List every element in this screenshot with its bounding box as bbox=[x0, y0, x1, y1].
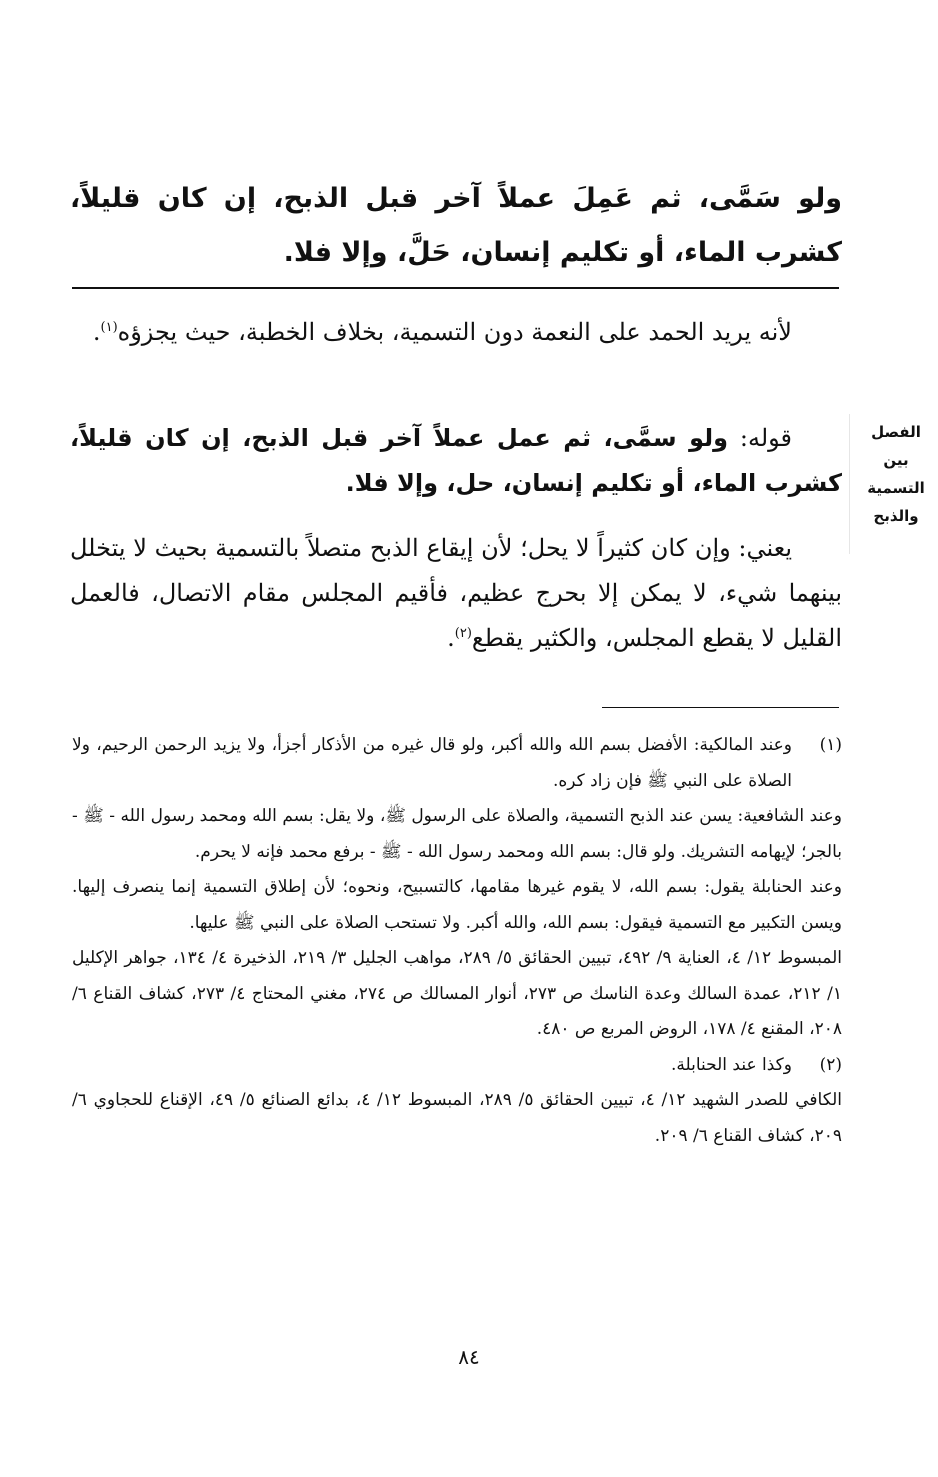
footnote-1-shafii: وعند الشافعية: يسن عند الذبح التسمية، والصلاة على الرسول ﷺ، ولا يقل: بسم الله ومحمد رسول الله - ﷺ - بالجر؛ لإيهامه التشريك. ولو قال: بسم الله ومحمد رسول الله - ﷺ - برفع محمد فإنه لا يحرم. bbox=[72, 806, 842, 862]
commentary-paragraph-2 bbox=[70, 416, 842, 506]
footnote-2-sources: الكافي للصدر الشهيد ١٢/ ٤، تبيين الحقائق ٥/ ٢٨٩، المبسوط ١٢/ ٤، بدائع الصنائع ٥/ ٤٩، الإقناع للحجاوي ٦/ ٢٠٩، كشاف القناع ٦/ ٢٠٩. bbox=[72, 1090, 843, 1146]
page-number: ٨٤ bbox=[458, 1345, 480, 1369]
footnote-ref-1[interactable]: (١) bbox=[100, 320, 118, 335]
commentary-paragraph-1-end: . bbox=[92, 318, 101, 346]
margin-heading-line: الفصل bbox=[871, 423, 921, 441]
commentary-paragraph-1-text: لأنه يريد الحمد على النعمة دون التسمية، بخلاف الخطبة، حيث يجزؤه bbox=[117, 318, 792, 346]
margin-heading-line: والذبح bbox=[873, 507, 919, 525]
footnote-separator-rule bbox=[602, 707, 839, 708]
margin-rule bbox=[849, 414, 850, 554]
footnote-1 bbox=[72, 728, 842, 799]
quote-lead: قوله: bbox=[739, 424, 792, 452]
footnotes-section bbox=[72, 728, 842, 1154]
footnote-number: (٢) bbox=[819, 1054, 842, 1075]
commentary-paragraph-3-text: يعني: وإن كان كثيراً لا يحل؛ لأن إيقاع الذبح متصلاً بالتسمية بحيث لا يتخلل بينهما شيء، لا يمكن إلا بحرج عظيم، فأقيم المجلس مقام الاتصال، فالعمل القليل لا يقطع المجلس، والكثير يقطع bbox=[70, 534, 842, 652]
footnote-2-text: وكذا عند الحنابلة. bbox=[670, 1054, 792, 1075]
commentary-paragraph-3 bbox=[70, 526, 842, 661]
footnote-1-hanbali: وعند الحنابلة يقول: بسم الله، لا يقوم غيرها مقامها، كالتسبيح، ونحوه؛ لأن إطلاق التسمية إنما ينصرف إليها. ويسن التكبير مع التسمية فيقول: بسم الله، والله أكبر. ولا تستحب الصلاة على النبي ﷺ عليها. bbox=[72, 877, 842, 933]
commentary-paragraph-3-end: . bbox=[447, 624, 455, 652]
matn-text: ولو سَمَّى، ثم عَمِلَ عملاً آخر قبل الذبح، إن كان قليلاً، كشرب الماء، أو تكليم إنسان، حَلَّ، وإلا فلا. bbox=[70, 183, 842, 268]
margin-heading-line: بين bbox=[883, 451, 909, 469]
quoted-matn: ولو سمَّى، ثم عمل عملاً آخر قبل الذبح، إن كان قليلاً، كشرب الماء، أو تكليم إنسان، حل، وإلا فلا. bbox=[70, 424, 842, 497]
commentary-paragraph-1 bbox=[70, 310, 842, 355]
matn-separator-rule bbox=[72, 287, 839, 289]
margin-heading bbox=[858, 418, 934, 530]
footnote-number: (١) bbox=[819, 735, 842, 755]
footnote-2 bbox=[72, 1048, 842, 1084]
footnote-ref-2[interactable]: (٢) bbox=[454, 626, 472, 641]
footnote-1-maliki: وعند المالكية: الأفضل بسم الله والله أكبر، ولو قال غيره من الأذكار أجزأ، ولا يزيد الرحمن الرحيم، ولا الصلاة على النبي ﷺ فإن زاد كره. bbox=[72, 735, 792, 791]
margin-heading-line: التسمية bbox=[867, 479, 925, 497]
footnote-1-sources: المبسوط ١٢/ ٤، العناية ٩/ ٤٩٢، تبيين الحقائق ٥/ ٢٨٩، مواهب الجليل ٣/ ٢١٩، الذخيرة ٤/ ١٣٤، جواهر الإكليل ١/ ٢١٢، عمدة السالك وعدة الناسك ص ٢٧٣، أنوار المسالك ص ٢٧٤، مغني المحتاج ٤/ ٢٧٣، كشاف القناع ٦/ ٢٠٨، المقنع ٤/ ١٧٨، الروض المربع ص ٤٨٠. bbox=[72, 948, 843, 1039]
